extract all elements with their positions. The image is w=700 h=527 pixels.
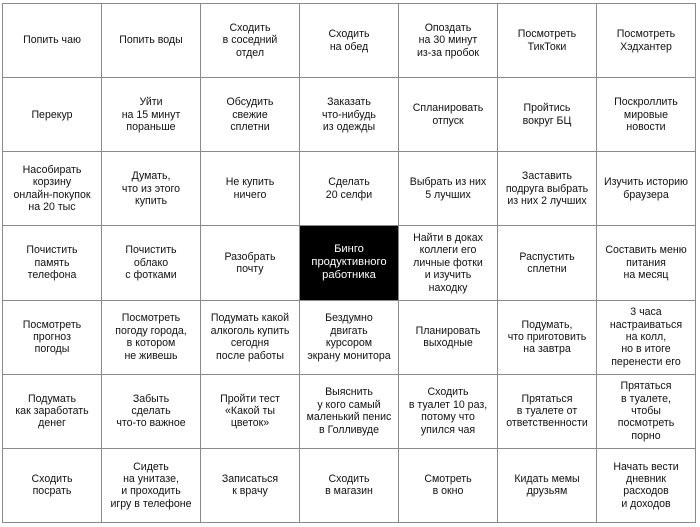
bingo-cell: Думать, что из этого купить — [102, 152, 201, 226]
bingo-cell: Разобрать почту — [201, 226, 300, 300]
bingo-cell: Посмотреть прогноз погоды — [3, 301, 102, 375]
bingo-cell: Кидать мемы друзьям — [498, 449, 597, 523]
bingo-cell: Подумать какой алкоголь купить сегодня после работы — [201, 301, 300, 375]
bingo-cell: Посмотреть ТикТоки — [498, 4, 597, 78]
bingo-cell: Опоздать на 30 минут из-за пробок — [399, 4, 498, 78]
bingo-cell: Почистить память телефона — [3, 226, 102, 300]
bingo-cell: Сходить посрать — [3, 449, 102, 523]
bingo-cell: Пройтись вокруг БЦ — [498, 78, 597, 152]
bingo-cell: Поскроллить мировые новости — [597, 78, 696, 152]
bingo-cell: Посмотреть Хэдхантер — [597, 4, 696, 78]
bingo-cell: Попить чаю — [3, 4, 102, 78]
bingo-cell: Сходить в соседний отдел — [201, 4, 300, 78]
bingo-cell: Сходить в магазин — [300, 449, 399, 523]
bingo-cell: Пройти тест «Какой ты цветок» — [201, 375, 300, 449]
bingo-cell: Подумать, что приготовить на завтра — [498, 301, 597, 375]
bingo-cell: Обсудить свежие сплетни — [201, 78, 300, 152]
bingo-cell: Сходить в туалет 10 раз, потому что упился чая — [399, 375, 498, 449]
bingo-cell: Спланировать отпуск — [399, 78, 498, 152]
bingo-cell: Подумать как заработать денег — [3, 375, 102, 449]
bingo-cell: Заставить подруга выбрать из них 2 лучших — [498, 152, 597, 226]
bingo-cell: Бездумно двигать курсором экрану монитора — [300, 301, 399, 375]
bingo-cell: Изучить историю браузера — [597, 152, 696, 226]
bingo-cell: Попить воды — [102, 4, 201, 78]
bingo-cell: Планировать выходные — [399, 301, 498, 375]
bingo-cell: Заказать что-нибудь из одежды — [300, 78, 399, 152]
bingo-cell: Распустить сплетни — [498, 226, 597, 300]
bingo-cell: Начать вести дневник расходов и доходов — [597, 449, 696, 523]
bingo-cell: Сидеть на унитазе, и проходить игру в телефоне — [102, 449, 201, 523]
bingo-cell: 3 часа настраиваться на колл, но в итоге перенести его — [597, 301, 696, 375]
bingo-cell: Выяснить у кого самый маленький пенис в Голливуде — [300, 375, 399, 449]
bingo-cell: Найти в доках коллеги его личные фотки и изучить находку — [399, 226, 498, 300]
bingo-cell: Сходить на обед — [300, 4, 399, 78]
bingo-cell: Выбрать из них 5 лучших — [399, 152, 498, 226]
bingo-title-cell: Бинго продуктивного работника — [300, 226, 399, 300]
bingo-cell: Записаться к врачу — [201, 449, 300, 523]
bingo-cell: Сделать 20 селфи — [300, 152, 399, 226]
bingo-cell: Составить меню питания на месяц — [597, 226, 696, 300]
bingo-cell: Не купить ничего — [201, 152, 300, 226]
bingo-cell: Насобирать корзину онлайн-покупок на 20 тыс — [3, 152, 102, 226]
bingo-cell: Прятаться в туалете от ответственности — [498, 375, 597, 449]
bingo-cell: Забыть сделать что-то важное — [102, 375, 201, 449]
bingo-cell: Прятаться в туалете, чтобы посмотреть порно — [597, 375, 696, 449]
bingo-cell: Уйти на 15 минут пораньше — [102, 78, 201, 152]
bingo-cell: Смотреть в окно — [399, 449, 498, 523]
bingo-grid — [2, 3, 696, 523]
bingo-cell: Почистить облако с фотками — [102, 226, 201, 300]
bingo-cell: Перекур — [3, 78, 102, 152]
bingo-cell: Посмотреть погоду города, в котором не живешь — [102, 301, 201, 375]
